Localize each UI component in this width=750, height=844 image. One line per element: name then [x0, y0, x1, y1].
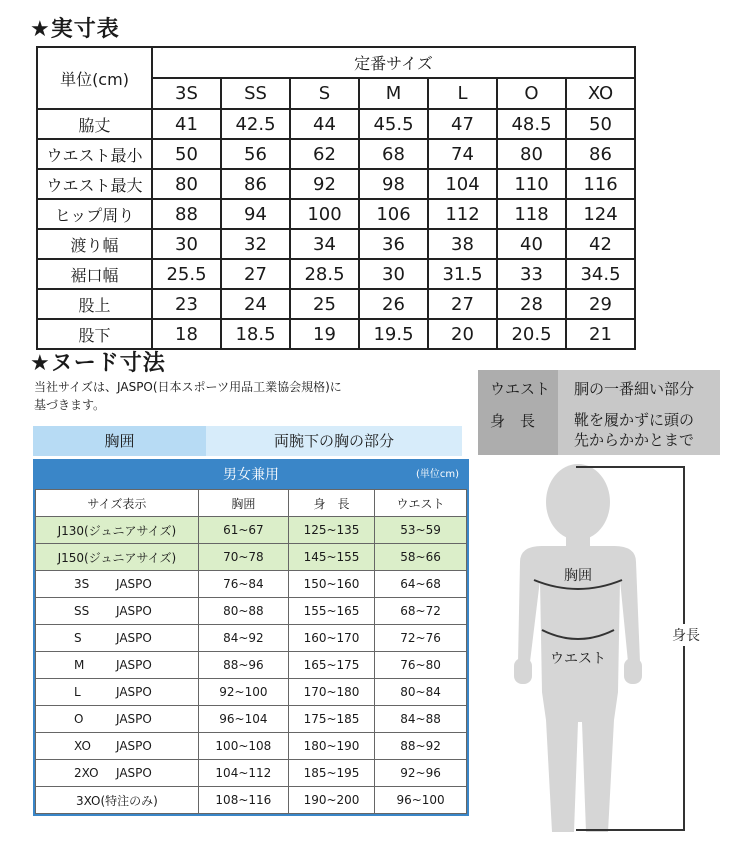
- size-header-m: M: [359, 78, 428, 109]
- nude-row: [36, 517, 467, 544]
- nude-size-name: SS: [74, 604, 90, 618]
- nude-chest-cell: 70~78: [198, 544, 288, 571]
- size-cell: 50: [152, 139, 221, 169]
- nude-size-label: [36, 706, 199, 733]
- size-cell: 100: [290, 199, 359, 229]
- nude-size-standard: JASPO: [116, 712, 152, 726]
- nude-size-standard: JASPO: [116, 685, 152, 699]
- size-header-3s: 3S: [152, 78, 221, 109]
- size-cell: 32: [221, 229, 290, 259]
- nude-size-label: [36, 571, 199, 598]
- size-cell: 45.5: [359, 109, 428, 139]
- size-chart-body: [37, 109, 635, 349]
- nude-waist-cell: 84~88: [375, 706, 467, 733]
- size-cell: 25: [290, 289, 359, 319]
- nude-size-label: [36, 652, 199, 679]
- figure-chest-label: 胸囲: [564, 568, 592, 584]
- size-cell: 26: [359, 289, 428, 319]
- nude-size-standard: JASPO: [116, 631, 152, 645]
- size-header-ss: SS: [221, 78, 290, 109]
- size-cell: 36: [359, 229, 428, 259]
- size-row-label: 股上: [37, 289, 152, 319]
- nude-chest-cell: 92~100: [198, 679, 288, 706]
- nude-header-cell: サイズ表示: [36, 490, 199, 517]
- size-cell: 41: [152, 109, 221, 139]
- nude-waist-cell: 64~68: [375, 571, 467, 598]
- size-cell: 23: [152, 289, 221, 319]
- nude-waist-cell: 92~96: [375, 760, 467, 787]
- size-row-label: ウエスト最大: [37, 169, 152, 199]
- nude-size-standard: JASPO: [116, 766, 152, 780]
- size-header-o: O: [497, 78, 566, 109]
- nude-chest-cell: 100~108: [198, 733, 288, 760]
- group-label: 定番サイズ: [152, 47, 635, 78]
- legend-height-term: 身 長: [490, 412, 536, 430]
- nude-waist-cell: 72~76: [375, 625, 467, 652]
- nude-height-cell: 175~185: [288, 706, 374, 733]
- size-row-label: 脇丈: [37, 109, 152, 139]
- size-cell: 28: [497, 289, 566, 319]
- legend-height-desc-1: 靴を履かずに頭の: [574, 411, 695, 429]
- nude-height-cell: 190~200: [288, 787, 374, 814]
- nude-table-header: [35, 461, 467, 489]
- nude-size-label: [36, 598, 199, 625]
- size-cell: 112: [428, 199, 497, 229]
- legend-height-desc-2: 先からかかとまで: [574, 431, 695, 449]
- nude-row: [36, 679, 467, 706]
- human-silhouette-icon: [514, 464, 642, 832]
- nude-header-cell: 胸囲: [198, 490, 288, 517]
- nude-table-unit: (単位cm): [415, 469, 459, 480]
- nude-chest-cell: 96~104: [198, 706, 288, 733]
- nude-size-name: 3S: [74, 577, 90, 591]
- size-cell: 21: [566, 319, 635, 349]
- nude-height-cell: 180~190: [288, 733, 374, 760]
- nude-chest-cell: 108~116: [198, 787, 288, 814]
- size-chart-table: [36, 46, 636, 350]
- jaspo-note: [34, 378, 342, 414]
- jaspo-note-line2: 基づきます。: [34, 398, 106, 412]
- size-cell: 42.5: [221, 109, 290, 139]
- nude-height-cell: 150~160: [288, 571, 374, 598]
- size-cell: 62: [290, 139, 359, 169]
- nude-height-cell: 170~180: [288, 679, 374, 706]
- size-cell: 104: [428, 169, 497, 199]
- size-cell: 88: [152, 199, 221, 229]
- size-cell: 106: [359, 199, 428, 229]
- nude-chest-cell: 76~84: [198, 571, 288, 598]
- nude-waist-cell: 88~92: [375, 733, 467, 760]
- nude-row: [36, 544, 467, 571]
- size-row-label: ヒップ周り: [37, 199, 152, 229]
- size-cell: 56: [221, 139, 290, 169]
- nude-waist-cell: 80~84: [375, 679, 467, 706]
- size-cell: 33: [497, 259, 566, 289]
- nude-row: [36, 652, 467, 679]
- nude-row: [36, 625, 467, 652]
- size-cell: 68: [359, 139, 428, 169]
- size-cell: 34: [290, 229, 359, 259]
- nude-table-wrap: [33, 459, 469, 816]
- jaspo-note-line1: 当社サイズは、JASPO(日本スポーツ用品工業協会規格)に: [34, 380, 342, 394]
- size-cell: 25.5: [152, 259, 221, 289]
- size-cell: 50: [566, 109, 635, 139]
- size-header-s: S: [290, 78, 359, 109]
- size-cell: 80: [152, 169, 221, 199]
- size-cell: 18.5: [221, 319, 290, 349]
- nude-size-label: [36, 625, 199, 652]
- nude-chest-cell: 61~67: [198, 517, 288, 544]
- nude-height-cell: 185~195: [288, 760, 374, 787]
- size-row: [37, 169, 635, 199]
- nude-size-name: S: [74, 631, 82, 645]
- nude-height-cell: 165~175: [288, 652, 374, 679]
- size-header-xo: XO: [566, 78, 635, 109]
- size-row-label: ウエスト最小: [37, 139, 152, 169]
- nude-size-name: L: [74, 685, 81, 699]
- nude-height-cell: 160~170: [288, 625, 374, 652]
- size-cell: 42: [566, 229, 635, 259]
- size-cell: 98: [359, 169, 428, 199]
- nude-size-label: [36, 733, 199, 760]
- size-cell: 30: [152, 229, 221, 259]
- size-row: [37, 199, 635, 229]
- size-cell: 19: [290, 319, 359, 349]
- nude-waist-cell: 53~59: [375, 517, 467, 544]
- size-cell: 24: [221, 289, 290, 319]
- nude-header-cell: ウエスト: [375, 490, 467, 517]
- size-cell: 92: [290, 169, 359, 199]
- size-cell: 116: [566, 169, 635, 199]
- size-row: [37, 289, 635, 319]
- size-cell: 34.5: [566, 259, 635, 289]
- nude-size-name: O: [74, 712, 84, 726]
- nude-size-standard: JASPO: [116, 577, 152, 591]
- nude-size-label: 3XO(特注のみ): [36, 787, 199, 814]
- size-cell: 80: [497, 139, 566, 169]
- measurement-legend: [478, 370, 720, 455]
- size-row: [37, 109, 635, 139]
- nude-table-body: [36, 517, 467, 814]
- nude-waist-cell: 76~80: [375, 652, 467, 679]
- size-cell: 31.5: [428, 259, 497, 289]
- nude-size-standard: JASPO: [116, 658, 152, 672]
- chest-bar-desc-text: 両腕下の胸の部分: [273, 432, 394, 450]
- size-row: [37, 259, 635, 289]
- nude-row: [36, 571, 467, 598]
- size-cell: 40: [497, 229, 566, 259]
- size-cell: 44: [290, 109, 359, 139]
- size-cell: 20.5: [497, 319, 566, 349]
- size-cell: 27: [428, 289, 497, 319]
- nude-height-cell: 155~165: [288, 598, 374, 625]
- size-cell: 38: [428, 229, 497, 259]
- nude-size-name: M: [74, 658, 85, 672]
- size-chart-title: ★実寸表: [30, 17, 120, 42]
- size-cell: 48.5: [497, 109, 566, 139]
- nude-waist-cell: 58~66: [375, 544, 467, 571]
- nude-row: [36, 598, 467, 625]
- nude-waist-cell: 68~72: [375, 598, 467, 625]
- nude-size-standard: JASPO: [116, 604, 152, 618]
- nude-height-cell: 125~135: [288, 517, 374, 544]
- size-cell: 29: [566, 289, 635, 319]
- nude-height-cell: 145~155: [288, 544, 374, 571]
- size-cell: 18: [152, 319, 221, 349]
- nude-size-label: [36, 760, 199, 787]
- nude-row: [36, 760, 467, 787]
- nude-chest-cell: 88~96: [198, 652, 288, 679]
- size-row: [37, 319, 635, 349]
- nude-row: [36, 733, 467, 760]
- size-cell: 20: [428, 319, 497, 349]
- size-cell: 94: [221, 199, 290, 229]
- nude-table: [35, 489, 467, 814]
- body-figure-illustration: [490, 462, 730, 837]
- nude-chest-cell: 104~112: [198, 760, 288, 787]
- size-cell: 124: [566, 199, 635, 229]
- size-cell: 110: [497, 169, 566, 199]
- size-cell: 28.5: [290, 259, 359, 289]
- legend-height-desc: [574, 410, 694, 450]
- nude-size-name: XO: [74, 739, 91, 753]
- size-cell: 30: [359, 259, 428, 289]
- legend-waist-term: ウエスト: [490, 380, 551, 398]
- size-cell: 27: [221, 259, 290, 289]
- figure-waist-label: ウエスト: [550, 651, 606, 667]
- size-cell: 47: [428, 109, 497, 139]
- size-row-label: 股下: [37, 319, 152, 349]
- legend-waist-desc: 胴の一番細い部分: [574, 380, 695, 398]
- size-row-label: 裾口幅: [37, 259, 152, 289]
- nude-size-label: [36, 679, 199, 706]
- size-row: [37, 139, 635, 169]
- size-row: [37, 229, 635, 259]
- size-cell: 74: [428, 139, 497, 169]
- nude-size-name: 2XO: [74, 766, 99, 780]
- nude-chest-cell: 80~88: [198, 598, 288, 625]
- nude-size-label: J150(ジュニアサイズ): [36, 544, 199, 571]
- size-cell: 86: [566, 139, 635, 169]
- nude-chest-cell: 84~92: [198, 625, 288, 652]
- figure-height-label: 身長: [672, 628, 700, 644]
- chest-bar-term: 胸囲: [104, 432, 135, 450]
- size-header-l: L: [428, 78, 497, 109]
- nude-row: [36, 787, 467, 814]
- nude-header-cell: 身 長: [288, 490, 374, 517]
- nude-size-standard: JASPO: [116, 739, 152, 753]
- unit-label: 単位(cm): [37, 47, 152, 109]
- nude-waist-cell: 96~100: [375, 787, 467, 814]
- chest-bar-label: [33, 426, 206, 456]
- size-cell: 19.5: [359, 319, 428, 349]
- nude-row: [36, 706, 467, 733]
- chest-bar-desc: [206, 426, 462, 456]
- nude-size-label: J130(ジュニアサイズ): [36, 517, 199, 544]
- size-row-label: 渡り幅: [37, 229, 152, 259]
- nude-header-row: [36, 490, 467, 517]
- size-cell: 86: [221, 169, 290, 199]
- nude-table-title: 男女兼用: [223, 467, 279, 483]
- nude-title: ★ヌード寸法: [30, 351, 166, 376]
- size-cell: 118: [497, 199, 566, 229]
